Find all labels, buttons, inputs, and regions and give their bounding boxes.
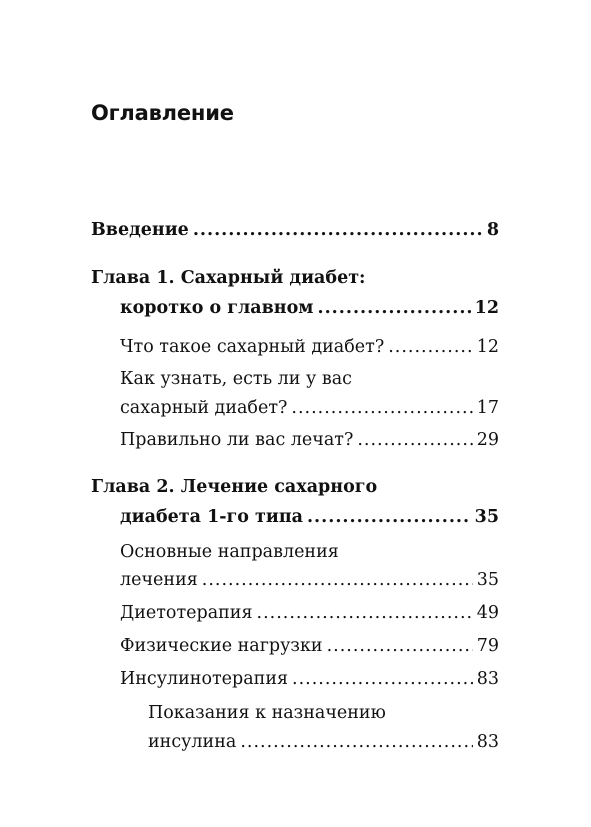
toc-page-number: 12 [474,298,499,318]
toc-entry-label: диабета 1-го типа [120,507,303,527]
toc-entry-label: Инсулинотерапия [120,669,289,689]
toc-entry-ch2-s3[interactable] [120,636,499,656]
toc-entry-ch2-s1[interactable] [120,570,499,590]
toc-chapter-2-title[interactable]: Глава 2. Лечение сахарного [91,477,378,497]
toc-entry-label: Физические нагрузки [120,636,323,656]
toc-entry-chapter-1[interactable] [120,298,499,318]
toc-leader-dots [307,507,471,527]
toc-entry-ch1-s2-line1[interactable]: Как узнать, есть ли у вас [120,369,352,389]
toc-entry-label: Диетотерапия [120,603,253,623]
toc-entry-chapter-2[interactable] [120,507,499,527]
toc-leader-dots [202,570,473,590]
toc-entry-ch1-s2[interactable] [120,398,499,418]
toc-leader-dots [388,337,473,357]
toc-page-number: 35 [474,507,499,527]
toc-page-number: 17 [476,398,499,418]
toc-entry-label: коротко о главном [120,298,314,318]
toc-entry-label: инсулина [148,732,237,752]
toc-entry-ch2-s1-line1[interactable]: Основные направления [120,542,339,562]
toc-leader-dots [257,603,473,623]
toc-leader-dots [291,398,472,418]
toc-entry-label: лечения [120,570,198,590]
toc-entry-ch1-s3[interactable] [120,430,499,450]
toc-page-number: 12 [476,337,499,357]
toc-leader-dots [317,298,470,318]
toc-entry-label: Введение [91,220,189,240]
toc-entry-ch2-s4a-line1[interactable]: Показания к назначению [148,703,386,723]
toc-entry-ch2-s2[interactable] [120,603,499,623]
toc-page-number: 35 [476,570,499,590]
toc-entry-intro[interactable] [91,220,499,240]
toc-page-number: 79 [476,636,499,656]
toc-entry-label: Правильно ли вас лечат? [120,430,354,450]
toc-page-number: 49 [476,603,499,623]
toc-page-number: 83 [476,732,499,752]
toc-entry-ch2-s4a[interactable] [148,732,499,752]
toc-entry-label: Что такое сахарный диабет? [120,337,385,357]
toc-leader-dots [357,430,472,450]
toc-entry-ch1-s1[interactable] [120,337,499,357]
toc-leader-dots [292,669,473,689]
page-title: Оглавление [91,101,234,125]
toc-page-number: 29 [476,430,499,450]
toc-leader-dots [327,636,473,656]
toc-leader-dots [193,220,483,240]
toc-chapter-1-title[interactable]: Глава 1. Сахарный диабет: [91,268,366,288]
toc-page-number: 8 [486,220,499,240]
toc-leader-dots [240,732,472,752]
toc-page-number: 83 [476,669,499,689]
toc-entry-label: сахарный диабет? [120,398,288,418]
toc-entry-ch2-s4[interactable] [120,669,499,689]
